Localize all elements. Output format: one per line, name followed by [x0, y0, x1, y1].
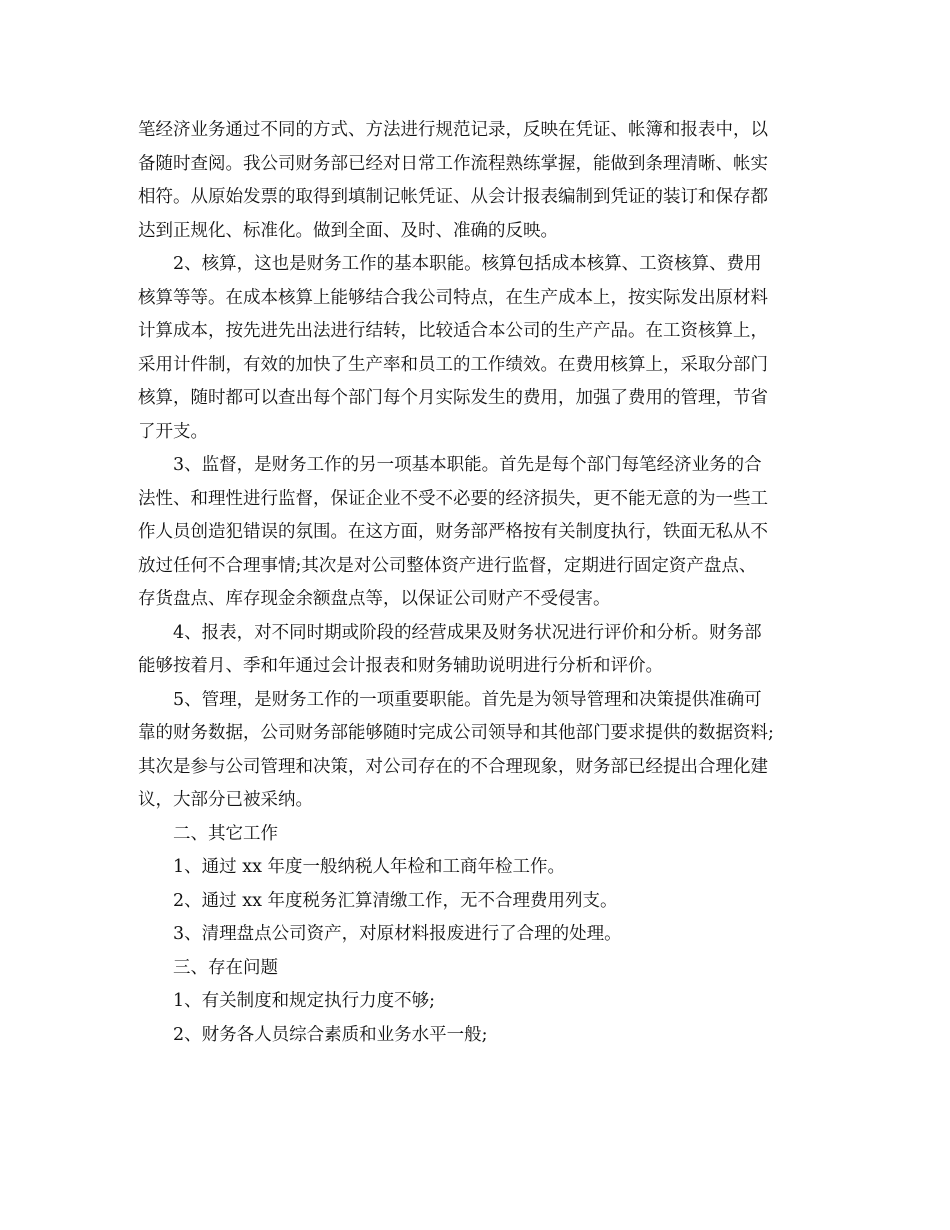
text-line: 计算成本，按先进先出法进行结转，比较适合本公司的生产产品。在工资核算上， [138, 321, 768, 341]
text-line: 了开支。 [138, 421, 208, 442]
text-line: 能够按着月、季和年通过会计报表和财务辅助说明进行分析和评价。 [138, 656, 663, 676]
text-line: 三、存在问题 [173, 957, 278, 978]
text-line: 2、通过 xx 年度税务汇算清缴工作，无不合理费用列支。 [173, 890, 618, 911]
text-line: 二、其它工作 [173, 823, 278, 844]
text-line: 达到正规化、标准化。做到全面、及时、准确的反映。 [138, 220, 558, 241]
text-line: 2、核算，这也是财务工作的基本职能。核算包括成本核算、工资核算、费用 [173, 254, 762, 274]
text-line: 作人员创造犯错误的氛围。在这方面，财务部严格按有关制度执行，铁面无私从不 [138, 522, 768, 542]
text-line: 其次是参与公司管理和决策，对公司存在的不合理现象，财务部已经提出合理化建 [138, 756, 768, 777]
text-line: 备随时查阅。我公司财务部已经对日常工作流程熟练掌握，能做到条理清晰、帐实 [138, 153, 768, 174]
text-line: 存货盘点、库存现金余额盘点等，以保证公司财产不受侵害。 [138, 589, 611, 609]
text-line: 1、有关制度和规定执行力度不够; [173, 991, 436, 1011]
text-line: 核算，随时都可以查出每个部门每个月实际发生的费用，加强了费用的管理，节省 [138, 388, 768, 408]
text-line: 2、财务各人员综合素质和业务水平一般; [173, 1024, 488, 1045]
text-line: 采用计件制，有效的加快了生产率和员工的工作绩效。在费用核算上，采取分部门 [138, 354, 768, 375]
text-line: 议，大部分已被采纳。 [138, 790, 313, 810]
text-line: 核算等等。在成本核算上能够结合我公司特点，在生产成本上，按实际发出原材料 [138, 287, 768, 308]
text-line: 靠的财务数据，公司财务部能够随时完成公司领导和其他部门要求提供的数据资料; [138, 723, 774, 743]
text-line: 3、监督，是财务工作的另一项基本职能。首先是每个部门每笔经济业务的合 [173, 455, 762, 475]
text-line: 4、报表，对不同时期或阶段的经营成果及财务状况进行评价和分析。财务部 [173, 622, 762, 643]
text-line: 1、通过 xx 年度一般纳税人年检和工商年检工作。 [173, 857, 565, 877]
text-line: 放过任何不合理事情;其次是对公司整体资产进行监督，定期进行固定资产盘点、 [138, 555, 757, 576]
document-body [138, 114, 838, 1052]
text-line: 笔经济业务通过不同的方式、方法进行规范记录，反映在凭证、帐簿和报表中，以 [138, 120, 768, 140]
text-line: 相符。从原始发票的取得到填制记帐凭证、从会计报表编制到凭证的装订和保存都 [138, 187, 768, 207]
text-line: 3、清理盘点公司资产，对原材料报废进行了合理的处理。 [173, 924, 622, 944]
text-line: 5、管理，是财务工作的一项重要职能。首先是为领导管理和决策提供准确可 [173, 689, 762, 710]
text-line: 法性、和理性进行监督，保证企业不受不必要的经济损失，更不能无意的为一些工 [138, 488, 768, 509]
